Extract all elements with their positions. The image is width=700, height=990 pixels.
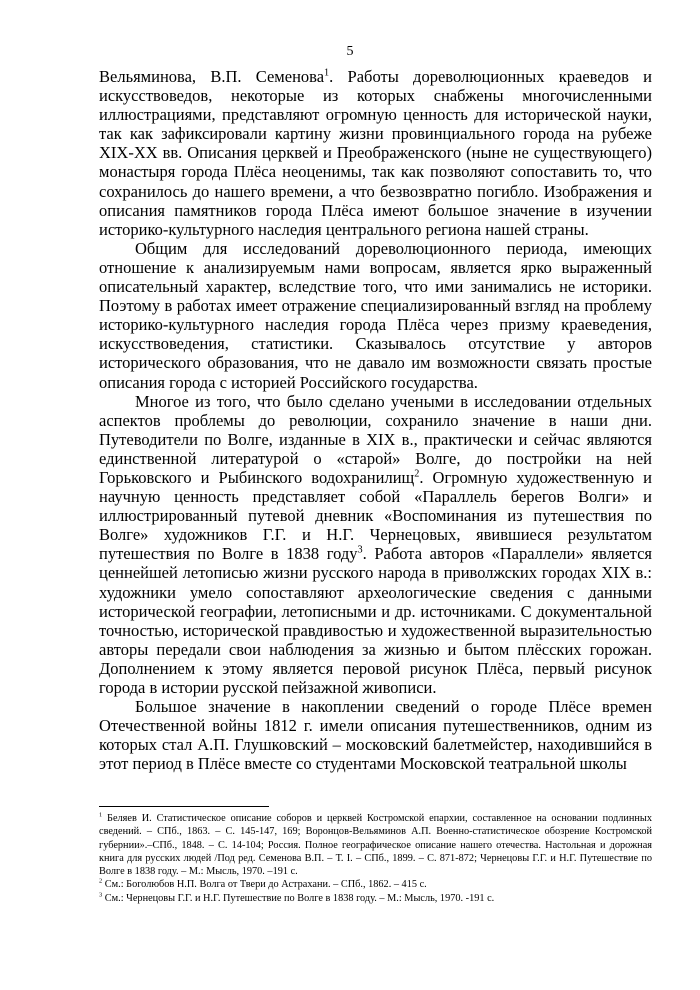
footnote-divider [99,806,269,807]
paragraph [99,239,652,392]
text-run: . Огромную художественную и научную ценность представляет собой «Параллель берегов Волги» и иллюстрированный путевой дневник «Воспоминания из путешествия по Волге» художников Г.Г. и Н.Г. Чернецовых, явившиеся результатом путешествия по Волге в 1838 году [99,467,652,564]
footnote [99,878,652,891]
paragraph [99,392,652,698]
footnotes [99,812,652,905]
footnote-text: Беляев И. Статистическое описание соборов и церквей Костромской епархии, составленное на основании подлинных сведений. – СПб., 1863. – С. 145-147, 169; Воронцов-Вельяминов А.П. Военно-статистическое обозрение Костромской губернии».–СПб., 1848. – С. 14-104; Россия. Полное географическое описание нашего отечества. Настольная и дорожная книга для русских людей /Под ред. Семенова В.П. – Т. I. – СПб., 1899. – С. 871-872; Чернецовы Г.Г. и Н.Г. Путешествие по Волге в 1838 году. – М.: Мысль, 1970. –191 с. [99,813,652,878]
footnote-ref: 2 [414,468,420,480]
footnote-text: См.: Чернецовы Г.Г. и Н.Г. Путешествие по Волге в 1838 году. – М.: Мысль, 1970. -191 с. [102,892,495,904]
text-run: Многое из того, что было сделано учеными в исследовании отдельных аспектов проблемы до революции, сохранило значение в наши дни. Путеводители по Волге, изданные в XIX в., практически и сейчас являются единственной литературой о «старой» Волге, до постройки на ней Горьковского и Рыбинского водохранилищ [99,391,652,487]
page-number: 5 [346,44,354,59]
text-run: . Работы дореволюционных краеведов и искусствоведов, некоторые из которых снабжены многочисленными иллюстрациями, представляют огромную ценность для исторической науки, так как зафиксировали картину жизни провинциального города на рубеже XIX-XX вв. Описания церквей и Преображенского (ныне не существующего) монастыря города Плёса неоценимы, так как позволяют сопоставить то, что сохранилось до нашего времени, а что безвозвратно погибло. Изображения и описания памятников города Плёса имеют большое значение в изучении историко-культурного наследия центрального региона нашей страны. [99,67,652,239]
footnote-marker: 3 [99,891,103,899]
footnote [99,812,652,878]
footnote-ref: 3 [357,544,363,556]
footnote-marker: 1 [99,811,103,819]
paragraph [99,67,652,239]
text-run: . Работа авторов «Параллели» является ценнейшей летописью жизни русского народа в приволжских городах XIX в.: художники умело сопоставляют археологические сведения с данными исторической географии, летописными и др. источниками. С документальной точностью, исторической правдивостью и художественной выразительностью авторы передали свои наблюдения за жизнью и бытом плёсских горожан. Дополнением к этому является перовой рисунок Плёса, первый рисунок города в истории русской пейзажной живописи. [99,544,652,697]
main-text [99,67,652,773]
footnote [99,892,652,905]
text-run: Общим для исследований дореволюционного периода, имеющих отношение к анализируемым нами вопросам, является ярко выраженный описательный характер, вследствие того, что ими занимались не историки. Поэтому в работах имеет отражение специализированный взгляд на проблему историко-культурного наследия города Плёса через призму краеведения, искусствоведения, статистики. Сказывалось отсутствие у авторов исторического образования, что не давало им возможности связать простые описания города с историей Российского государства. [99,238,652,392]
text-run: Вельяминова, В.П. Семенова [99,67,325,86]
footnote-marker: 2 [99,878,103,886]
paragraph [99,697,652,773]
footnote-ref: 1 [324,67,330,79]
footnote-text: См.: Боголюбов Н.П. Волга от Твери до Астрахани. – СПб., 1862. – 415 с. [102,879,427,891]
text-run: Большое значение в накоплении сведений о городе Плёсе времен Отечественной войны 1812 г. имели описания путешественников, одним из которых стал А.П. Глушковский – московский балетмейстер, находившийся в этот период в Плёсе вместе со студентами Московской театральной школы [99,697,652,774]
